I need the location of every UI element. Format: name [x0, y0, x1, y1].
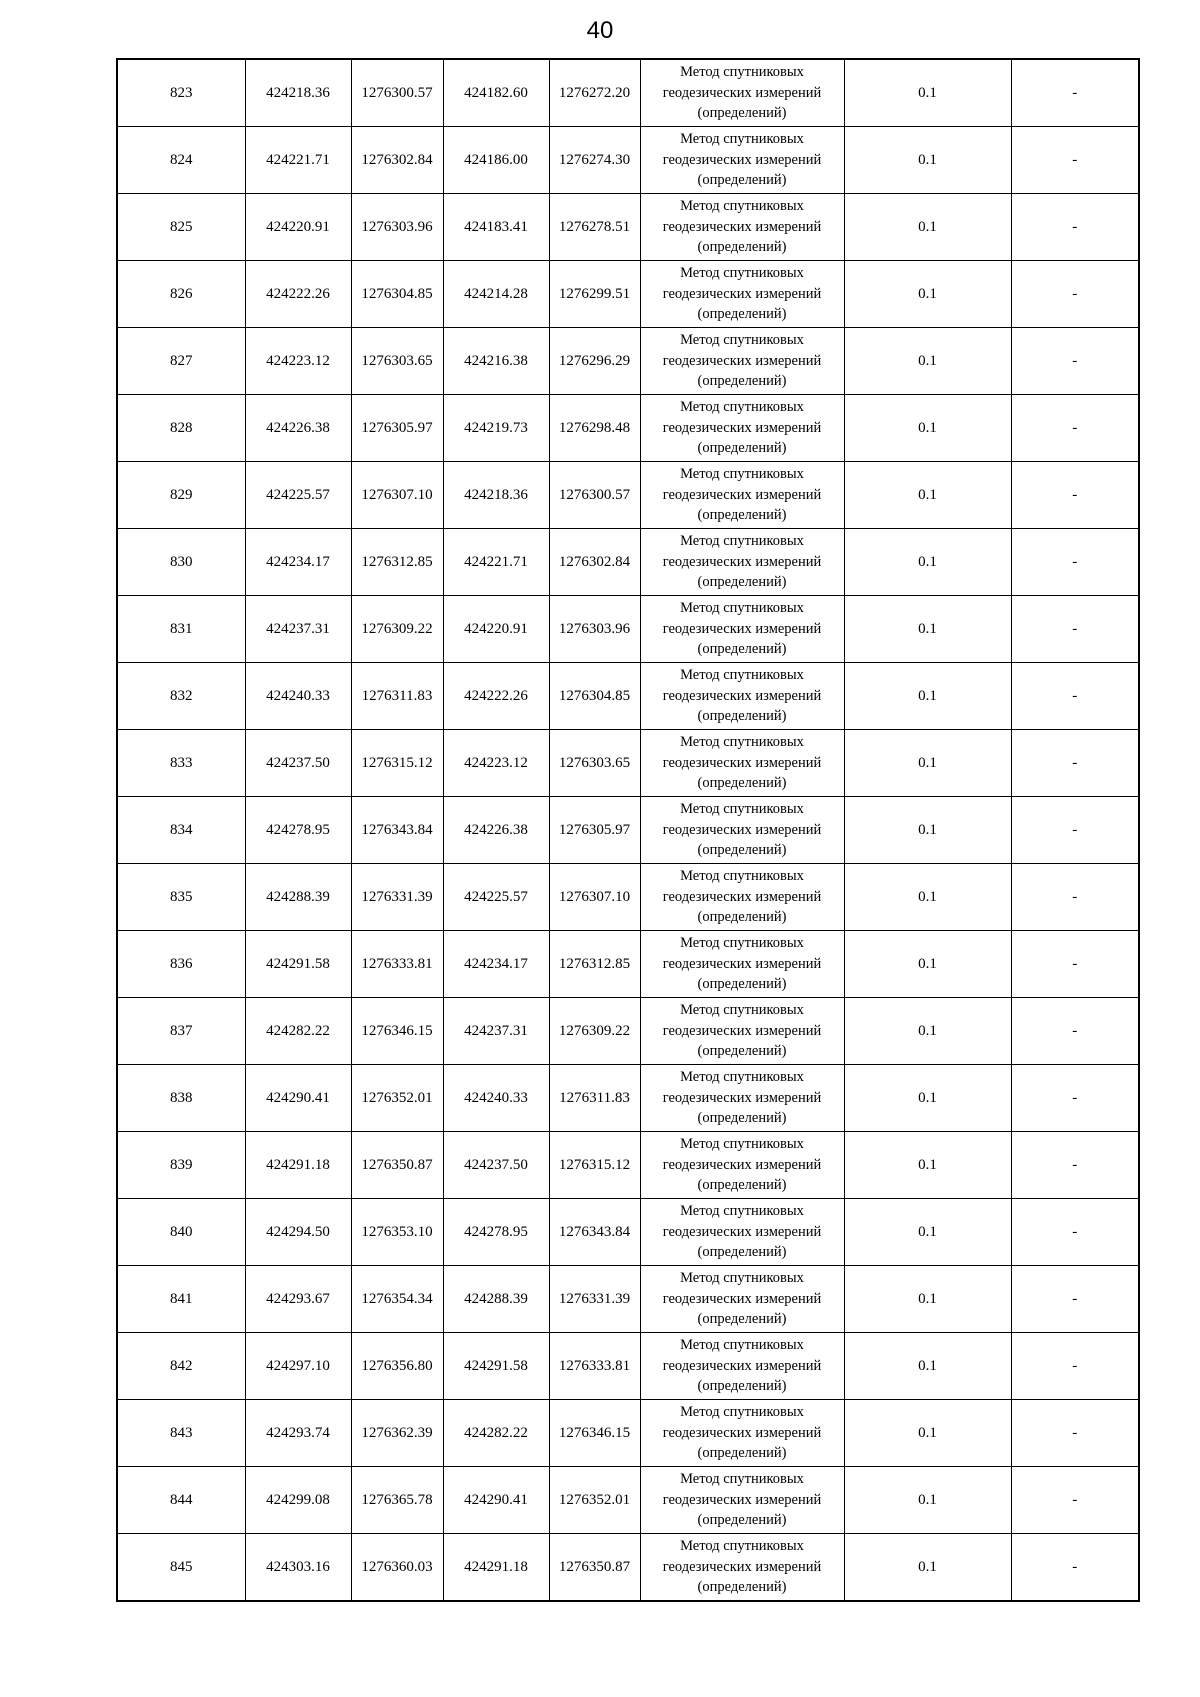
x-coordinate-cell: 424291.58 — [245, 931, 351, 998]
method-text-line: Метод спутниковых — [680, 935, 804, 952]
y-previous-coordinate-cell: 1276346.15 — [549, 1400, 640, 1467]
point-number-cell: 825 — [117, 194, 245, 261]
method-text-line: (определений) — [697, 1244, 787, 1261]
method-text-line: (определений) — [697, 1311, 787, 1328]
point-number-cell: 845 — [117, 1534, 245, 1602]
y-coordinate-cell: 1276360.03 — [351, 1534, 443, 1602]
method-text-line: геодезических измерений — [662, 1156, 822, 1173]
note-cell: - — [1011, 328, 1139, 395]
method-text-line: (определений) — [697, 1579, 787, 1596]
note-cell: - — [1011, 864, 1139, 931]
point-number-cell: 830 — [117, 529, 245, 596]
x-previous-coordinate-cell: 424278.95 — [443, 1199, 549, 1266]
note-cell: - — [1011, 194, 1139, 261]
point-number-cell: 829 — [117, 462, 245, 529]
x-previous-coordinate-cell: 424214.28 — [443, 261, 549, 328]
method-text-line: (определений) — [697, 842, 787, 859]
x-previous-coordinate-cell: 424240.33 — [443, 1065, 549, 1132]
accuracy-cell: 0.1 — [844, 529, 1011, 596]
accuracy-cell: 0.1 — [844, 931, 1011, 998]
accuracy-cell: 0.1 — [844, 1467, 1011, 1534]
accuracy-cell: 0.1 — [844, 127, 1011, 194]
method-text-line: (определений) — [697, 507, 787, 524]
method-text-line: геодезических измерений — [662, 1223, 822, 1240]
y-coordinate-cell: 1276311.83 — [351, 663, 443, 730]
table-row — [117, 462, 1139, 529]
coordinates-table — [116, 58, 1140, 1602]
method-text-line: геодезических измерений — [662, 218, 822, 235]
y-coordinate-cell: 1276302.84 — [351, 127, 443, 194]
method-text-line: (определений) — [697, 708, 787, 725]
table-row — [117, 730, 1139, 797]
method-text-line: геодезических измерений — [662, 687, 822, 704]
method-cell — [640, 730, 844, 797]
x-previous-coordinate-cell: 424226.38 — [443, 797, 549, 864]
method-cell — [640, 529, 844, 596]
method-cell — [640, 261, 844, 328]
x-coordinate-cell: 424234.17 — [245, 529, 351, 596]
point-number-cell: 837 — [117, 998, 245, 1065]
table-row — [117, 395, 1139, 462]
method-text-line: Метод спутниковых — [680, 131, 804, 148]
y-previous-coordinate-cell: 1276298.48 — [549, 395, 640, 462]
x-coordinate-cell: 424223.12 — [245, 328, 351, 395]
accuracy-cell: 0.1 — [844, 730, 1011, 797]
method-text-line: (определений) — [697, 373, 787, 390]
accuracy-cell: 0.1 — [844, 663, 1011, 730]
method-cell — [640, 797, 844, 864]
x-previous-coordinate-cell: 424222.26 — [443, 663, 549, 730]
y-coordinate-cell: 1276305.97 — [351, 395, 443, 462]
method-text-line: Метод спутниковых — [680, 1069, 804, 1086]
method-text-line: (определений) — [697, 105, 787, 122]
y-previous-coordinate-cell: 1276300.57 — [549, 462, 640, 529]
x-previous-coordinate-cell: 424237.31 — [443, 998, 549, 1065]
y-previous-coordinate-cell: 1276303.96 — [549, 596, 640, 663]
x-coordinate-cell: 424222.26 — [245, 261, 351, 328]
y-coordinate-cell: 1276365.78 — [351, 1467, 443, 1534]
x-previous-coordinate-cell: 424291.18 — [443, 1534, 549, 1602]
accuracy-cell: 0.1 — [844, 462, 1011, 529]
method-text-line: геодезических измерений — [662, 620, 822, 637]
table-row — [117, 797, 1139, 864]
accuracy-cell: 0.1 — [844, 1534, 1011, 1602]
method-text-line: (определений) — [697, 1378, 787, 1395]
y-previous-coordinate-cell: 1276312.85 — [549, 931, 640, 998]
method-cell — [640, 1199, 844, 1266]
table-row — [117, 328, 1139, 395]
method-text-line: геодезических измерений — [662, 84, 822, 101]
note-cell: - — [1011, 1266, 1139, 1333]
method-cell — [640, 1333, 844, 1400]
method-cell — [640, 1065, 844, 1132]
method-text-line: Метод спутниковых — [680, 1136, 804, 1153]
y-coordinate-cell: 1276331.39 — [351, 864, 443, 931]
y-coordinate-cell: 1276343.84 — [351, 797, 443, 864]
y-coordinate-cell: 1276362.39 — [351, 1400, 443, 1467]
method-text-line: Метод спутниковых — [680, 1337, 804, 1354]
method-text-line: Метод спутниковых — [680, 868, 804, 885]
method-text-line: геодезических измерений — [662, 1491, 822, 1508]
point-number-cell: 826 — [117, 261, 245, 328]
table-row — [117, 1467, 1139, 1534]
y-previous-coordinate-cell: 1276296.29 — [549, 328, 640, 395]
point-number-cell: 833 — [117, 730, 245, 797]
method-text-line: геодезических измерений — [662, 285, 822, 302]
table-row — [117, 127, 1139, 194]
point-number-cell: 824 — [117, 127, 245, 194]
table-row — [117, 529, 1139, 596]
note-cell: - — [1011, 797, 1139, 864]
y-previous-coordinate-cell: 1276278.51 — [549, 194, 640, 261]
table-row — [117, 1534, 1139, 1602]
y-previous-coordinate-cell: 1276311.83 — [549, 1065, 640, 1132]
method-text-line: Метод спутниковых — [680, 1002, 804, 1019]
table-row — [117, 1065, 1139, 1132]
note-cell: - — [1011, 127, 1139, 194]
method-text-line: (определений) — [697, 775, 787, 792]
point-number-cell: 827 — [117, 328, 245, 395]
accuracy-cell: 0.1 — [844, 864, 1011, 931]
x-previous-coordinate-cell: 424183.41 — [443, 194, 549, 261]
y-previous-coordinate-cell: 1276274.30 — [549, 127, 640, 194]
method-cell — [640, 1266, 844, 1333]
method-cell — [640, 864, 844, 931]
accuracy-cell: 0.1 — [844, 998, 1011, 1065]
y-previous-coordinate-cell: 1276331.39 — [549, 1266, 640, 1333]
method-text-line: Метод спутниковых — [680, 1270, 804, 1287]
note-cell: - — [1011, 998, 1139, 1065]
table-row — [117, 1199, 1139, 1266]
x-coordinate-cell: 424291.18 — [245, 1132, 351, 1199]
method-text-line: (определений) — [697, 440, 787, 457]
x-previous-coordinate-cell: 424219.73 — [443, 395, 549, 462]
table-row — [117, 931, 1139, 998]
accuracy-cell: 0.1 — [844, 328, 1011, 395]
table-row — [117, 1333, 1139, 1400]
method-cell — [640, 127, 844, 194]
table-row — [117, 663, 1139, 730]
y-previous-coordinate-cell: 1276350.87 — [549, 1534, 640, 1602]
x-previous-coordinate-cell: 424282.22 — [443, 1400, 549, 1467]
x-coordinate-cell: 424278.95 — [245, 797, 351, 864]
method-cell — [640, 931, 844, 998]
method-text-line: геодезических измерений — [662, 821, 822, 838]
method-cell — [640, 59, 844, 127]
x-coordinate-cell: 424303.16 — [245, 1534, 351, 1602]
method-text-line: (определений) — [697, 1177, 787, 1194]
method-text-line: Метод спутниковых — [680, 667, 804, 684]
table-row — [117, 1400, 1139, 1467]
note-cell: - — [1011, 261, 1139, 328]
x-previous-coordinate-cell: 424223.12 — [443, 730, 549, 797]
table-row — [117, 1266, 1139, 1333]
point-number-cell: 828 — [117, 395, 245, 462]
page-number: 40 — [586, 17, 614, 44]
method-text-line: (определений) — [697, 976, 787, 993]
table-row — [117, 59, 1139, 127]
method-text-line: геодезических измерений — [662, 1558, 822, 1575]
note-cell: - — [1011, 596, 1139, 663]
y-previous-coordinate-cell: 1276352.01 — [549, 1467, 640, 1534]
x-coordinate-cell: 424282.22 — [245, 998, 351, 1065]
y-previous-coordinate-cell: 1276272.20 — [549, 59, 640, 127]
method-text-line: Метод спутниковых — [680, 801, 804, 818]
accuracy-cell: 0.1 — [844, 1266, 1011, 1333]
accuracy-cell: 0.1 — [844, 1199, 1011, 1266]
x-previous-coordinate-cell: 424288.39 — [443, 1266, 549, 1333]
method-text-line: Метод спутниковых — [680, 1538, 804, 1555]
note-cell: - — [1011, 1333, 1139, 1400]
point-number-cell: 836 — [117, 931, 245, 998]
method-cell — [640, 1467, 844, 1534]
accuracy-cell: 0.1 — [844, 395, 1011, 462]
method-text-line: геодезических измерений — [662, 955, 822, 972]
method-text-line: геодезических измерений — [662, 486, 822, 503]
x-coordinate-cell: 424226.38 — [245, 395, 351, 462]
y-coordinate-cell: 1276352.01 — [351, 1065, 443, 1132]
table-row — [117, 194, 1139, 261]
point-number-cell: 832 — [117, 663, 245, 730]
method-text-line: Метод спутниковых — [680, 734, 804, 751]
y-previous-coordinate-cell: 1276305.97 — [549, 797, 640, 864]
method-text-line: геодезических измерений — [662, 553, 822, 570]
method-text-line: Метод спутниковых — [680, 466, 804, 483]
method-cell — [640, 328, 844, 395]
x-coordinate-cell: 424220.91 — [245, 194, 351, 261]
point-number-cell: 841 — [117, 1266, 245, 1333]
y-coordinate-cell: 1276346.15 — [351, 998, 443, 1065]
accuracy-cell: 0.1 — [844, 596, 1011, 663]
note-cell: - — [1011, 462, 1139, 529]
method-text-line: геодезических измерений — [662, 1290, 822, 1307]
note-cell: - — [1011, 1400, 1139, 1467]
point-number-cell: 843 — [117, 1400, 245, 1467]
y-coordinate-cell: 1276350.87 — [351, 1132, 443, 1199]
table-row — [117, 998, 1139, 1065]
method-cell — [640, 596, 844, 663]
method-text-line: Метод спутниковых — [680, 1203, 804, 1220]
method-text-line: (определений) — [697, 574, 787, 591]
y-previous-coordinate-cell: 1276299.51 — [549, 261, 640, 328]
y-previous-coordinate-cell: 1276304.85 — [549, 663, 640, 730]
x-previous-coordinate-cell: 424216.38 — [443, 328, 549, 395]
x-previous-coordinate-cell: 424221.71 — [443, 529, 549, 596]
y-previous-coordinate-cell: 1276343.84 — [549, 1199, 640, 1266]
point-number-cell: 840 — [117, 1199, 245, 1266]
method-text-line: (определений) — [697, 909, 787, 926]
x-coordinate-cell: 424290.41 — [245, 1065, 351, 1132]
method-text-line: геодезических измерений — [662, 1089, 822, 1106]
accuracy-cell: 0.1 — [844, 59, 1011, 127]
method-text-line: (определений) — [697, 1445, 787, 1462]
note-cell: - — [1011, 1199, 1139, 1266]
accuracy-cell: 0.1 — [844, 261, 1011, 328]
point-number-cell: 831 — [117, 596, 245, 663]
method-text-line: Метод спутниковых — [680, 1404, 804, 1421]
accuracy-cell: 0.1 — [844, 194, 1011, 261]
y-previous-coordinate-cell: 1276333.81 — [549, 1333, 640, 1400]
method-text-line: геодезических измерений — [662, 888, 822, 905]
table-row — [117, 864, 1139, 931]
method-text-line: (определений) — [697, 1043, 787, 1060]
point-number-cell: 842 — [117, 1333, 245, 1400]
y-previous-coordinate-cell: 1276307.10 — [549, 864, 640, 931]
method-text-line: (определений) — [697, 1110, 787, 1127]
x-previous-coordinate-cell: 424218.36 — [443, 462, 549, 529]
y-previous-coordinate-cell: 1276315.12 — [549, 1132, 640, 1199]
x-previous-coordinate-cell: 424220.91 — [443, 596, 549, 663]
x-previous-coordinate-cell: 424234.17 — [443, 931, 549, 998]
point-number-cell: 839 — [117, 1132, 245, 1199]
note-cell: - — [1011, 1065, 1139, 1132]
point-number-cell: 835 — [117, 864, 245, 931]
x-coordinate-cell: 424293.67 — [245, 1266, 351, 1333]
method-cell — [640, 1534, 844, 1602]
accuracy-cell: 0.1 — [844, 1400, 1011, 1467]
x-previous-coordinate-cell: 424186.00 — [443, 127, 549, 194]
note-cell: - — [1011, 1534, 1139, 1602]
method-text-line: (определений) — [697, 172, 787, 189]
table-body — [117, 59, 1139, 1601]
method-text-line: Метод спутниковых — [680, 600, 804, 617]
x-coordinate-cell: 424237.31 — [245, 596, 351, 663]
y-coordinate-cell: 1276304.85 — [351, 261, 443, 328]
method-text-line: (определений) — [697, 239, 787, 256]
note-cell: - — [1011, 1467, 1139, 1534]
accuracy-cell: 0.1 — [844, 1065, 1011, 1132]
method-cell — [640, 663, 844, 730]
y-coordinate-cell: 1276315.12 — [351, 730, 443, 797]
y-coordinate-cell: 1276353.10 — [351, 1199, 443, 1266]
note-cell: - — [1011, 931, 1139, 998]
table-row — [117, 261, 1139, 328]
x-coordinate-cell: 424225.57 — [245, 462, 351, 529]
x-coordinate-cell: 424293.74 — [245, 1400, 351, 1467]
y-coordinate-cell: 1276309.22 — [351, 596, 443, 663]
y-previous-coordinate-cell: 1276302.84 — [549, 529, 640, 596]
method-cell — [640, 1400, 844, 1467]
x-previous-coordinate-cell: 424225.57 — [443, 864, 549, 931]
x-previous-coordinate-cell: 424290.41 — [443, 1467, 549, 1534]
note-cell: - — [1011, 1132, 1139, 1199]
table-row — [117, 596, 1139, 663]
point-number-cell: 844 — [117, 1467, 245, 1534]
x-previous-coordinate-cell: 424291.58 — [443, 1333, 549, 1400]
x-coordinate-cell: 424221.71 — [245, 127, 351, 194]
x-coordinate-cell: 424294.50 — [245, 1199, 351, 1266]
y-coordinate-cell: 1276307.10 — [351, 462, 443, 529]
method-text-line: Метод спутниковых — [680, 332, 804, 349]
x-coordinate-cell: 424237.50 — [245, 730, 351, 797]
method-text-line: (определений) — [697, 306, 787, 323]
method-cell — [640, 462, 844, 529]
note-cell: - — [1011, 730, 1139, 797]
y-previous-coordinate-cell: 1276303.65 — [549, 730, 640, 797]
method-cell — [640, 1132, 844, 1199]
y-previous-coordinate-cell: 1276309.22 — [549, 998, 640, 1065]
y-coordinate-cell: 1276312.85 — [351, 529, 443, 596]
note-cell: - — [1011, 59, 1139, 127]
method-text-line: геодезических измерений — [662, 352, 822, 369]
note-cell: - — [1011, 663, 1139, 730]
x-previous-coordinate-cell: 424237.50 — [443, 1132, 549, 1199]
note-cell: - — [1011, 395, 1139, 462]
table-row — [117, 1132, 1139, 1199]
point-number-cell: 838 — [117, 1065, 245, 1132]
y-coordinate-cell: 1276333.81 — [351, 931, 443, 998]
method-text-line: Метод спутниковых — [680, 1471, 804, 1488]
x-previous-coordinate-cell: 424182.60 — [443, 59, 549, 127]
x-coordinate-cell: 424288.39 — [245, 864, 351, 931]
method-text-line: геодезических измерений — [662, 151, 822, 168]
y-coordinate-cell: 1276303.65 — [351, 328, 443, 395]
accuracy-cell: 0.1 — [844, 797, 1011, 864]
x-coordinate-cell: 424299.08 — [245, 1467, 351, 1534]
method-text-line: геодезических измерений — [662, 754, 822, 771]
accuracy-cell: 0.1 — [844, 1333, 1011, 1400]
method-cell — [640, 998, 844, 1065]
method-text-line: Метод спутниковых — [680, 533, 804, 550]
y-coordinate-cell: 1276303.96 — [351, 194, 443, 261]
y-coordinate-cell: 1276354.34 — [351, 1266, 443, 1333]
method-text-line: (определений) — [697, 1512, 787, 1529]
y-coordinate-cell: 1276356.80 — [351, 1333, 443, 1400]
method-text-line: Метод спутниковых — [680, 198, 804, 215]
method-cell — [640, 395, 844, 462]
x-coordinate-cell: 424297.10 — [245, 1333, 351, 1400]
method-text-line: геодезических измерений — [662, 419, 822, 436]
method-text-line: (определений) — [697, 641, 787, 658]
x-coordinate-cell: 424218.36 — [245, 59, 351, 127]
method-text-line: геодезических измерений — [662, 1022, 822, 1039]
method-text-line: геодезических измерений — [662, 1357, 822, 1374]
point-number-cell: 834 — [117, 797, 245, 864]
note-cell: - — [1011, 529, 1139, 596]
method-text-line: Метод спутниковых — [680, 265, 804, 282]
method-cell — [640, 194, 844, 261]
y-coordinate-cell: 1276300.57 — [351, 59, 443, 127]
x-coordinate-cell: 424240.33 — [245, 663, 351, 730]
point-number-cell: 823 — [117, 59, 245, 127]
method-text-line: Метод спутниковых — [680, 399, 804, 416]
method-text-line: геодезических измерений — [662, 1424, 822, 1441]
method-text-line: Метод спутниковых — [680, 64, 804, 81]
accuracy-cell: 0.1 — [844, 1132, 1011, 1199]
